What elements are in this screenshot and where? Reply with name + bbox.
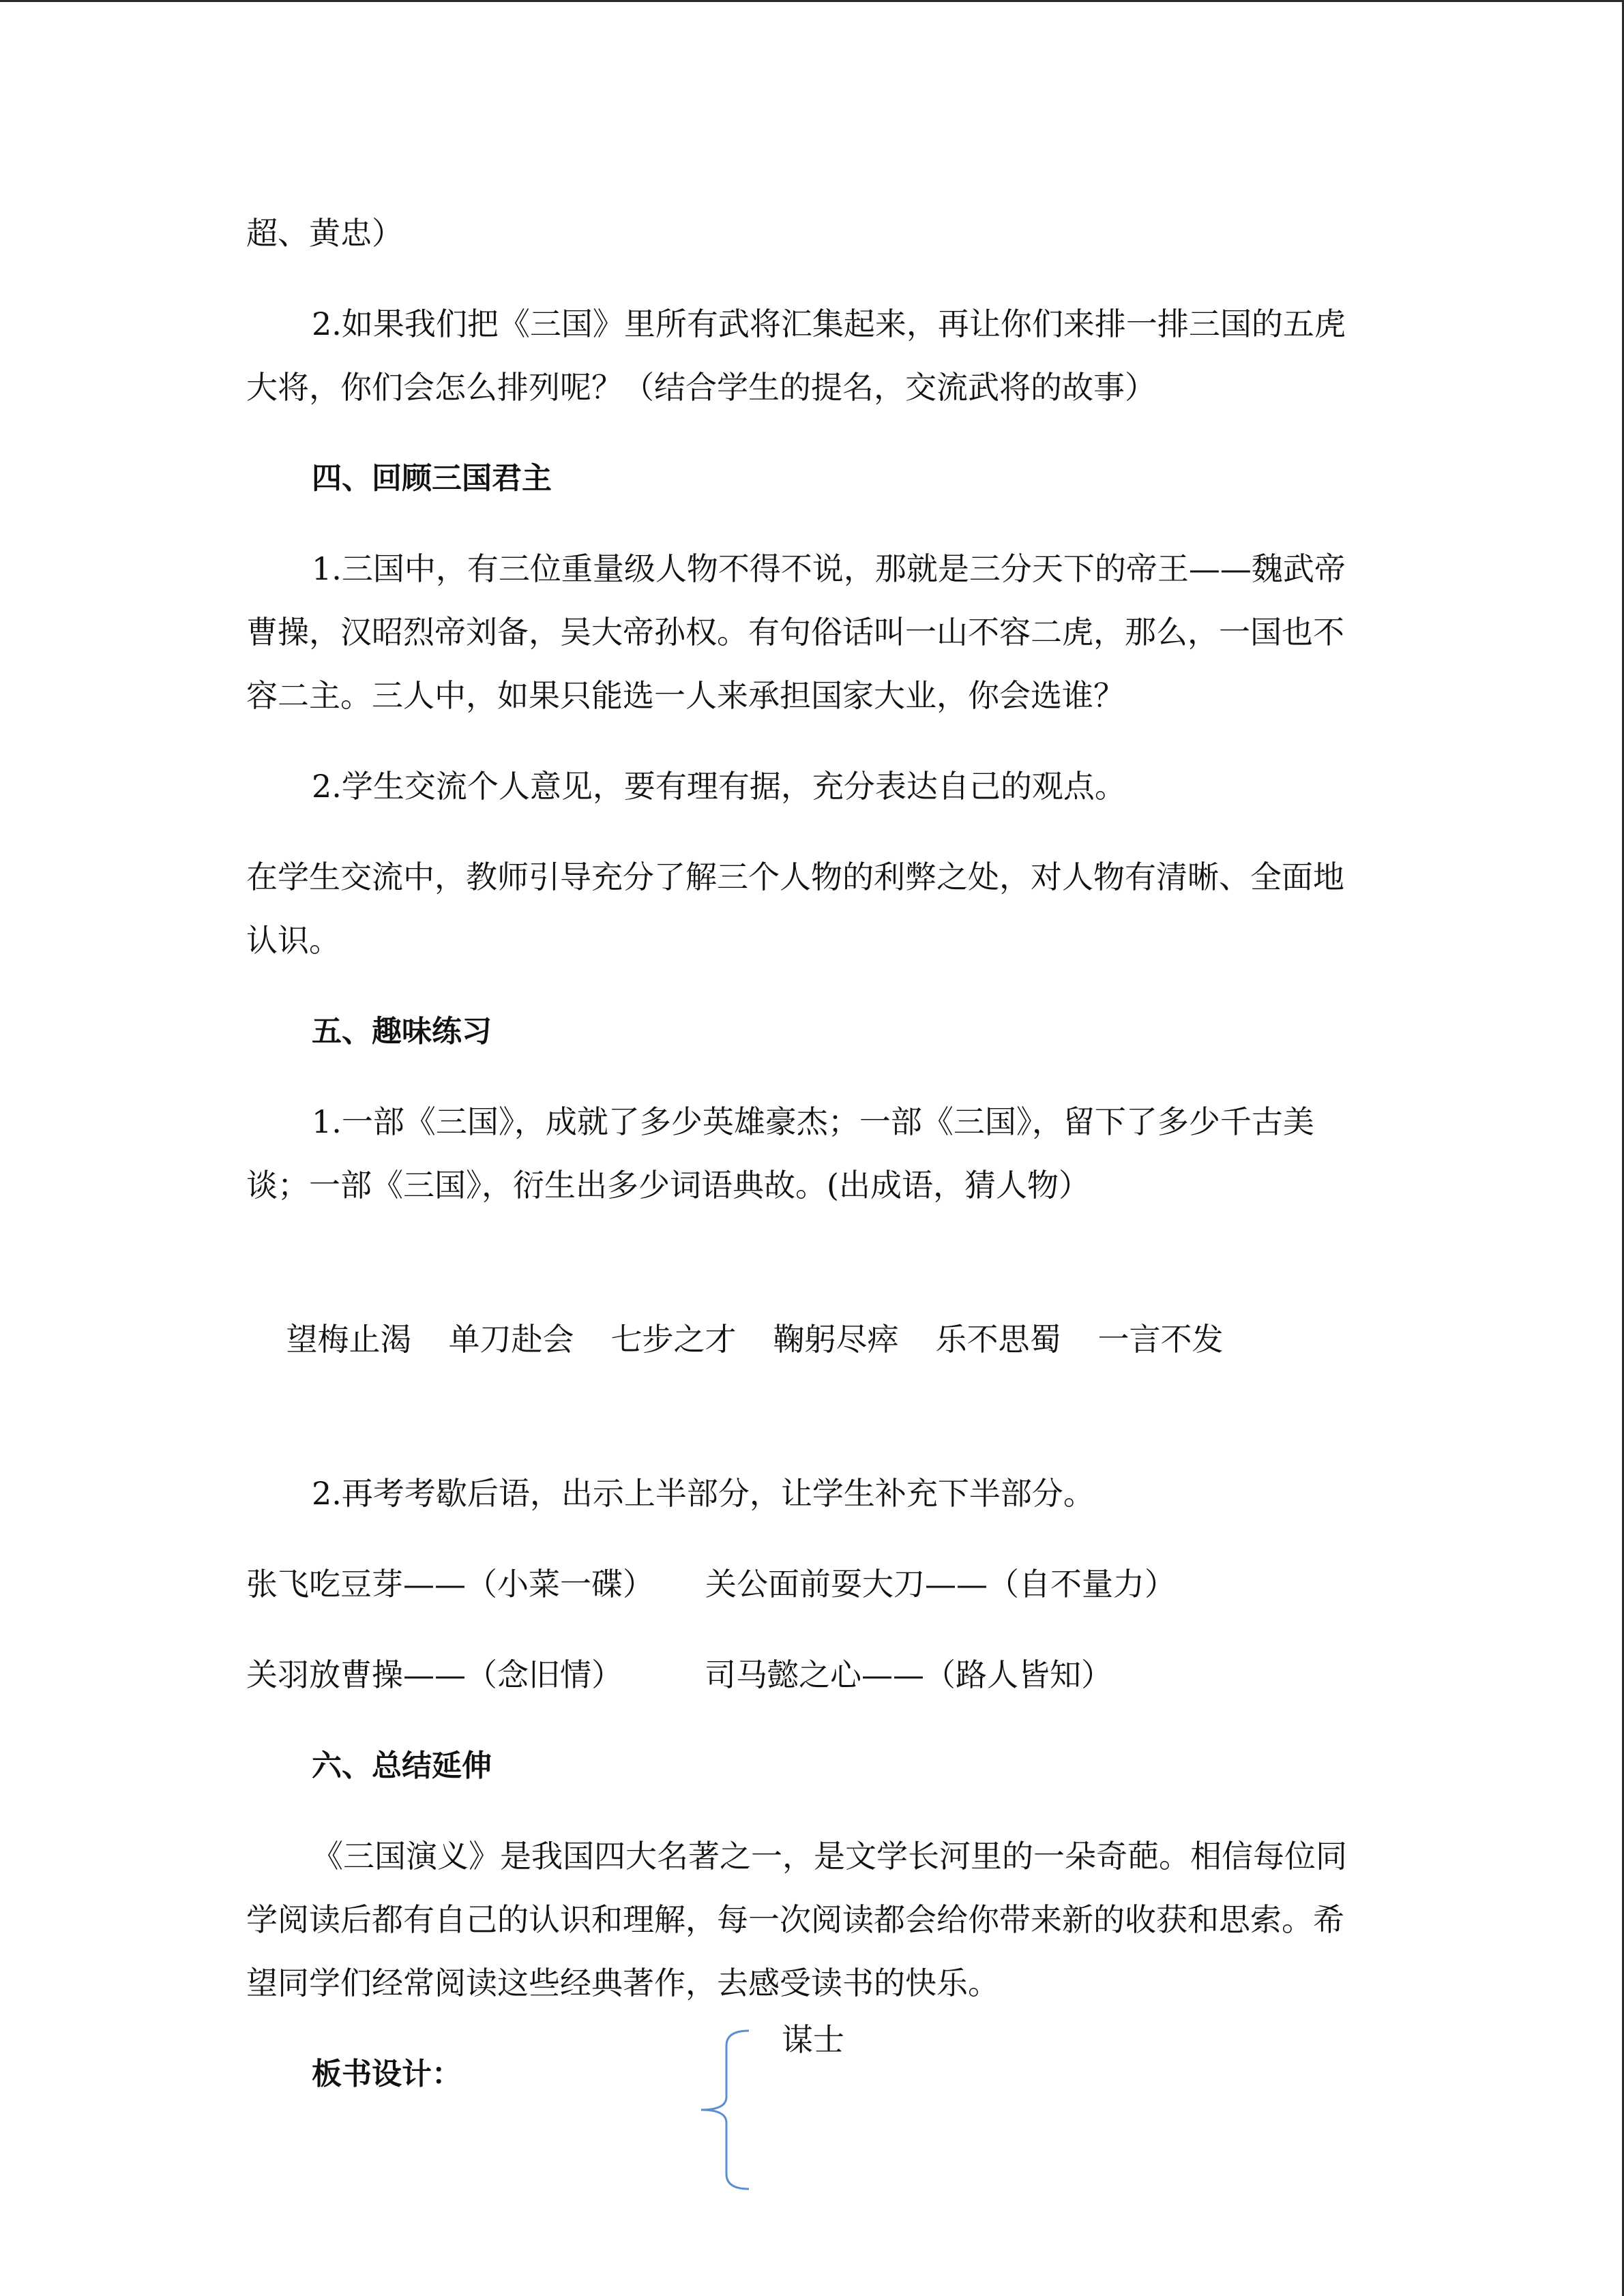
- idiom-item: 鞠躬尽瘁: [773, 1321, 899, 1358]
- xiehouyu-item: 关羽放曹操——（念旧情）: [246, 1656, 623, 1693]
- page-border-top: [0, 0, 1624, 2]
- board-label-strategist: 谋士: [782, 2021, 844, 2058]
- xiehouyu-item: 关公面前耍大刀——（自不量力）: [705, 1566, 1176, 1602]
- paragraph-student-views: 2.学生交流个人意见，要有理有据，充分表达自己的观点。: [312, 768, 1126, 805]
- paragraph-three-rulers: 1.三国中，有三位重量级人物不得不说，那就是三分天下的帝王——魏武帝曹操，汉昭烈帝刘备，吴大帝孙权。有句俗话叫一山不容二虎，那么，一国也不容二主。三人中，如果只能选一人来承担国家大业，你会选谁？: [246, 550, 1346, 714]
- xiehouyu-item: 张飞吃豆芽——（小菜一碟）: [246, 1566, 654, 1602]
- idiom-item: 乐不思蜀: [935, 1321, 1061, 1358]
- paragraph-teacher-guide: 在学生交流中，教师引导充分了解三个人物的利弊之处，对人物有清晰、全面地认识。: [246, 859, 1344, 959]
- section-heading-5: 五、趣味练习: [312, 1014, 492, 1049]
- section-heading-6: 六、总结延伸: [312, 1748, 492, 1783]
- paragraph-five-tigers: 2.如果我们把《三国》里所有武将汇集起来，再让你们来排一排三国的五虎大将，你们会怎么排列呢？（结合学生的提名，交流武将的故事）: [246, 305, 1346, 406]
- section-heading-4: 四、回顾三国君主: [312, 461, 552, 496]
- paragraph-idioms-intro: 1.一部《三国》，成就了多少英雄豪杰；一部《三国》，留下了多少千古美谈；一部《三国》，衍生出多少词语典故。(出成语，猜人物）: [246, 1103, 1314, 1204]
- board-design-heading: 板书设计：: [312, 2057, 462, 2091]
- idiom-item: 望梅止渴: [286, 1321, 412, 1358]
- idiom-item: 单刀赴会: [448, 1321, 574, 1358]
- idiom-item: 一言不发: [1097, 1321, 1224, 1358]
- paragraph-continuation: 超、黄忠）: [246, 215, 403, 252]
- document-body: [246, 202, 1365, 2133]
- xiehouyu-row-2: [246, 1643, 1365, 1707]
- xiehouyu-item: 司马懿之心——（路人皆知）: [705, 1656, 1112, 1693]
- paragraph-xiehouyu-intro: 2.再考考歇后语，出示上半部分，让学生补充下半部分。: [312, 1475, 1095, 1512]
- idiom-item: 七步之才: [610, 1321, 737, 1358]
- xiehouyu-row-1: [246, 1553, 1365, 1616]
- idiom-list: [246, 1244, 1365, 1435]
- paragraph-summary: 《三国演义》是我国四大名著之一，是文学长河里的一朵奇葩。相信每位同学阅读后都有自己的认识和理解，每一次阅读都会给你带来新的收获和思索。希望同学们经常阅读这些经典著作，去感受读书的快乐。: [246, 1838, 1347, 2001]
